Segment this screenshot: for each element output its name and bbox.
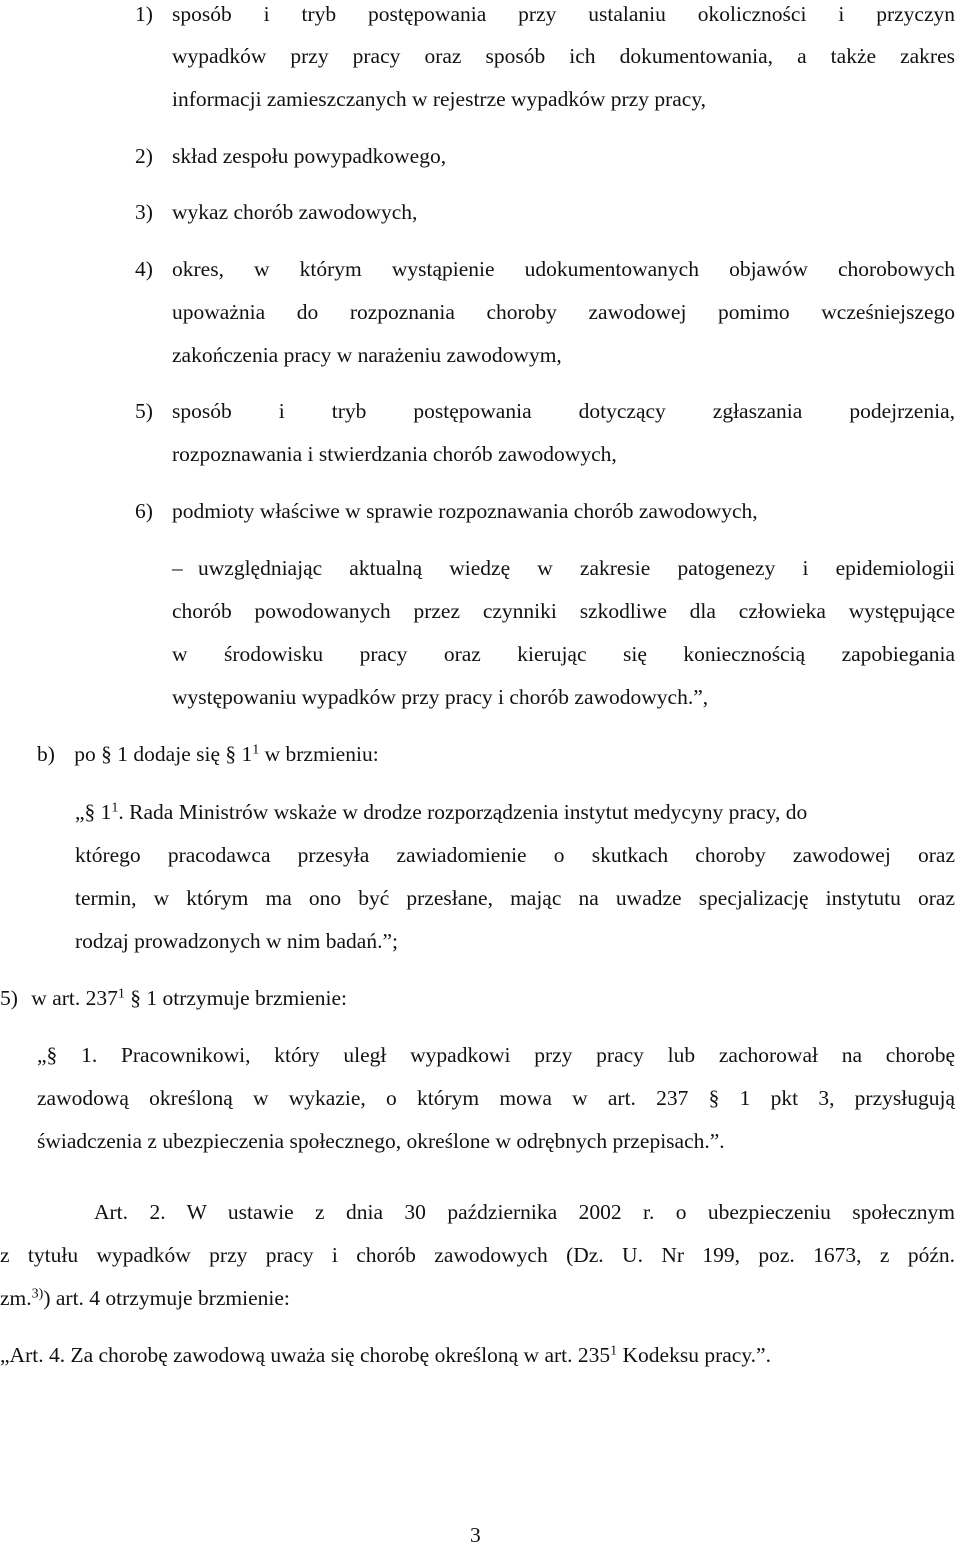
text-span: 1 otrzymuje brzmienie: (146, 986, 347, 1010)
paragraph-1-1-line (75, 798, 807, 826)
text-line: występowaniu wypadków przy pracy i chorób zawodowych.”, (172, 685, 709, 709)
text-line: podmioty właściwe w sprawie rozpoznawania chorób zawodowych, (172, 499, 758, 523)
text-span: . Rada Ministrów wskaże w drodze rozporządzenia instytut medycyny pracy, do (118, 800, 808, 824)
list-item-6 (135, 497, 153, 525)
text-line: którego pracodawca przesyła zawiadomienie o skutkach choroby zawodowej oraz (75, 843, 955, 867)
text-line: okres, w którym wystąpienie udokumentowanych objawów chorobowych (172, 257, 955, 281)
list-number: 5) (135, 399, 153, 423)
list-number: 2) (135, 144, 153, 168)
text-line: sposób i tryb postępowania dotyczący zgłaszania podejrzenia, (172, 399, 955, 423)
text-line: termin, w którym ma ono być przesłane, mając na uwadze specjalizację instytutu oraz (75, 886, 955, 910)
text-line: rodzaj prowadzonych w nim badań.”; (75, 929, 398, 953)
section-sign: § (130, 986, 141, 1010)
text-span: „Art. 4. Za chorobę zawodową uważa się chorobę określoną w art. 235 (0, 1343, 611, 1367)
text-span: po (74, 742, 96, 766)
text-span: Kodeksu pracy.”. (622, 1343, 771, 1367)
dash-marker: – (172, 556, 183, 580)
text-line: chorób powodowanych przez czynniki szkodliwe dla człowieka występujące (172, 599, 955, 623)
section-sign: § (84, 800, 96, 824)
text-line: sposób i tryb postępowania przy ustalaniu okoliczności i przyczyn (172, 2, 955, 26)
text-span: w art. 237 (31, 986, 118, 1010)
superscript: 3) (31, 1286, 44, 1302)
text-line: upoważnia do rozpoznania choroby zawodowej pomimo wcześniejszego (172, 300, 955, 324)
point-label: 5) (0, 986, 18, 1010)
article-4-line (0, 1341, 771, 1369)
point-b (37, 740, 379, 768)
text-line: zakończenia pracy w narażeniu zawodowym, (172, 343, 562, 367)
section-sign: § (225, 742, 237, 766)
paragraph-5-1-line (37, 1041, 955, 1069)
text-span: w brzmieniu: (264, 742, 379, 766)
article-2-line: z tytułu wypadków przy pracy i chorób zawodowych (Dz. U. Nr 199, poz. 1673, z późn. (0, 1243, 955, 1267)
list-item-5 (135, 397, 153, 425)
text-span: 1 dodaje się (117, 742, 220, 766)
text-line: wykaz chorób zawodowych, (172, 200, 418, 224)
article-2-line: Art. 2. W ustawie z dnia 30 października 2002 r. o ubezpieczeniu społecznym (94, 1200, 955, 1224)
section-sign: § (101, 742, 112, 766)
superscript: 1 (610, 1343, 618, 1359)
text-line: świadczenia z ubezpieczenia społecznego, określone w odrębnych przepisach.”. (37, 1129, 725, 1153)
list-item-4 (135, 255, 153, 283)
open-quote: „ (37, 1043, 47, 1067)
text-line: uwzględniając aktualną wiedzę w zakresie patogenezy i epidemiologii (198, 556, 955, 580)
text-span: zm. (0, 1286, 32, 1310)
open-quote: „ (75, 800, 85, 824)
superscript: 1 (117, 986, 125, 1002)
text-line: wypadków przy pracy oraz sposób ich dokumentowania, a także zakres (172, 44, 955, 68)
text-line: informacji zamieszczanych w rejestrze wypadków przy pracy, (172, 87, 707, 111)
text-span: ) art. 4 otrzymuje brzmienie: (43, 1286, 290, 1310)
point-5 (0, 984, 347, 1012)
list-number: 1) (135, 2, 153, 26)
list-number: 6) (135, 499, 153, 523)
page-number: 3 (470, 1523, 481, 1547)
text-span: 1 (241, 742, 253, 766)
section-sign: § (46, 1043, 58, 1067)
text-line: w środowisku pracy oraz kierując się koniecznością zapobiegania (172, 642, 955, 666)
list-item-2 (135, 142, 153, 170)
text-line: zawodową określoną w wykazie, o którym mowa w art. 237 § 1 pkt 3, przysługują (37, 1086, 955, 1110)
text-line: rozpoznawania i stwierdzania chorób zawodowych, (172, 442, 617, 466)
superscript: 1 (252, 742, 260, 758)
superscript: 1 (111, 800, 119, 816)
text-span: 1 (100, 800, 112, 824)
text-span: 1. Pracownikowi, który uległ wypadkowi przy pracy lub zachorował na chorobę (81, 1043, 956, 1067)
article-2-line (0, 1284, 290, 1312)
text-line: skład zespołu powypadkowego, (172, 144, 447, 168)
list-number: 3) (135, 200, 153, 224)
list-item-3 (135, 198, 153, 226)
point-label: b) (37, 742, 55, 766)
list-number: 4) (135, 257, 153, 281)
